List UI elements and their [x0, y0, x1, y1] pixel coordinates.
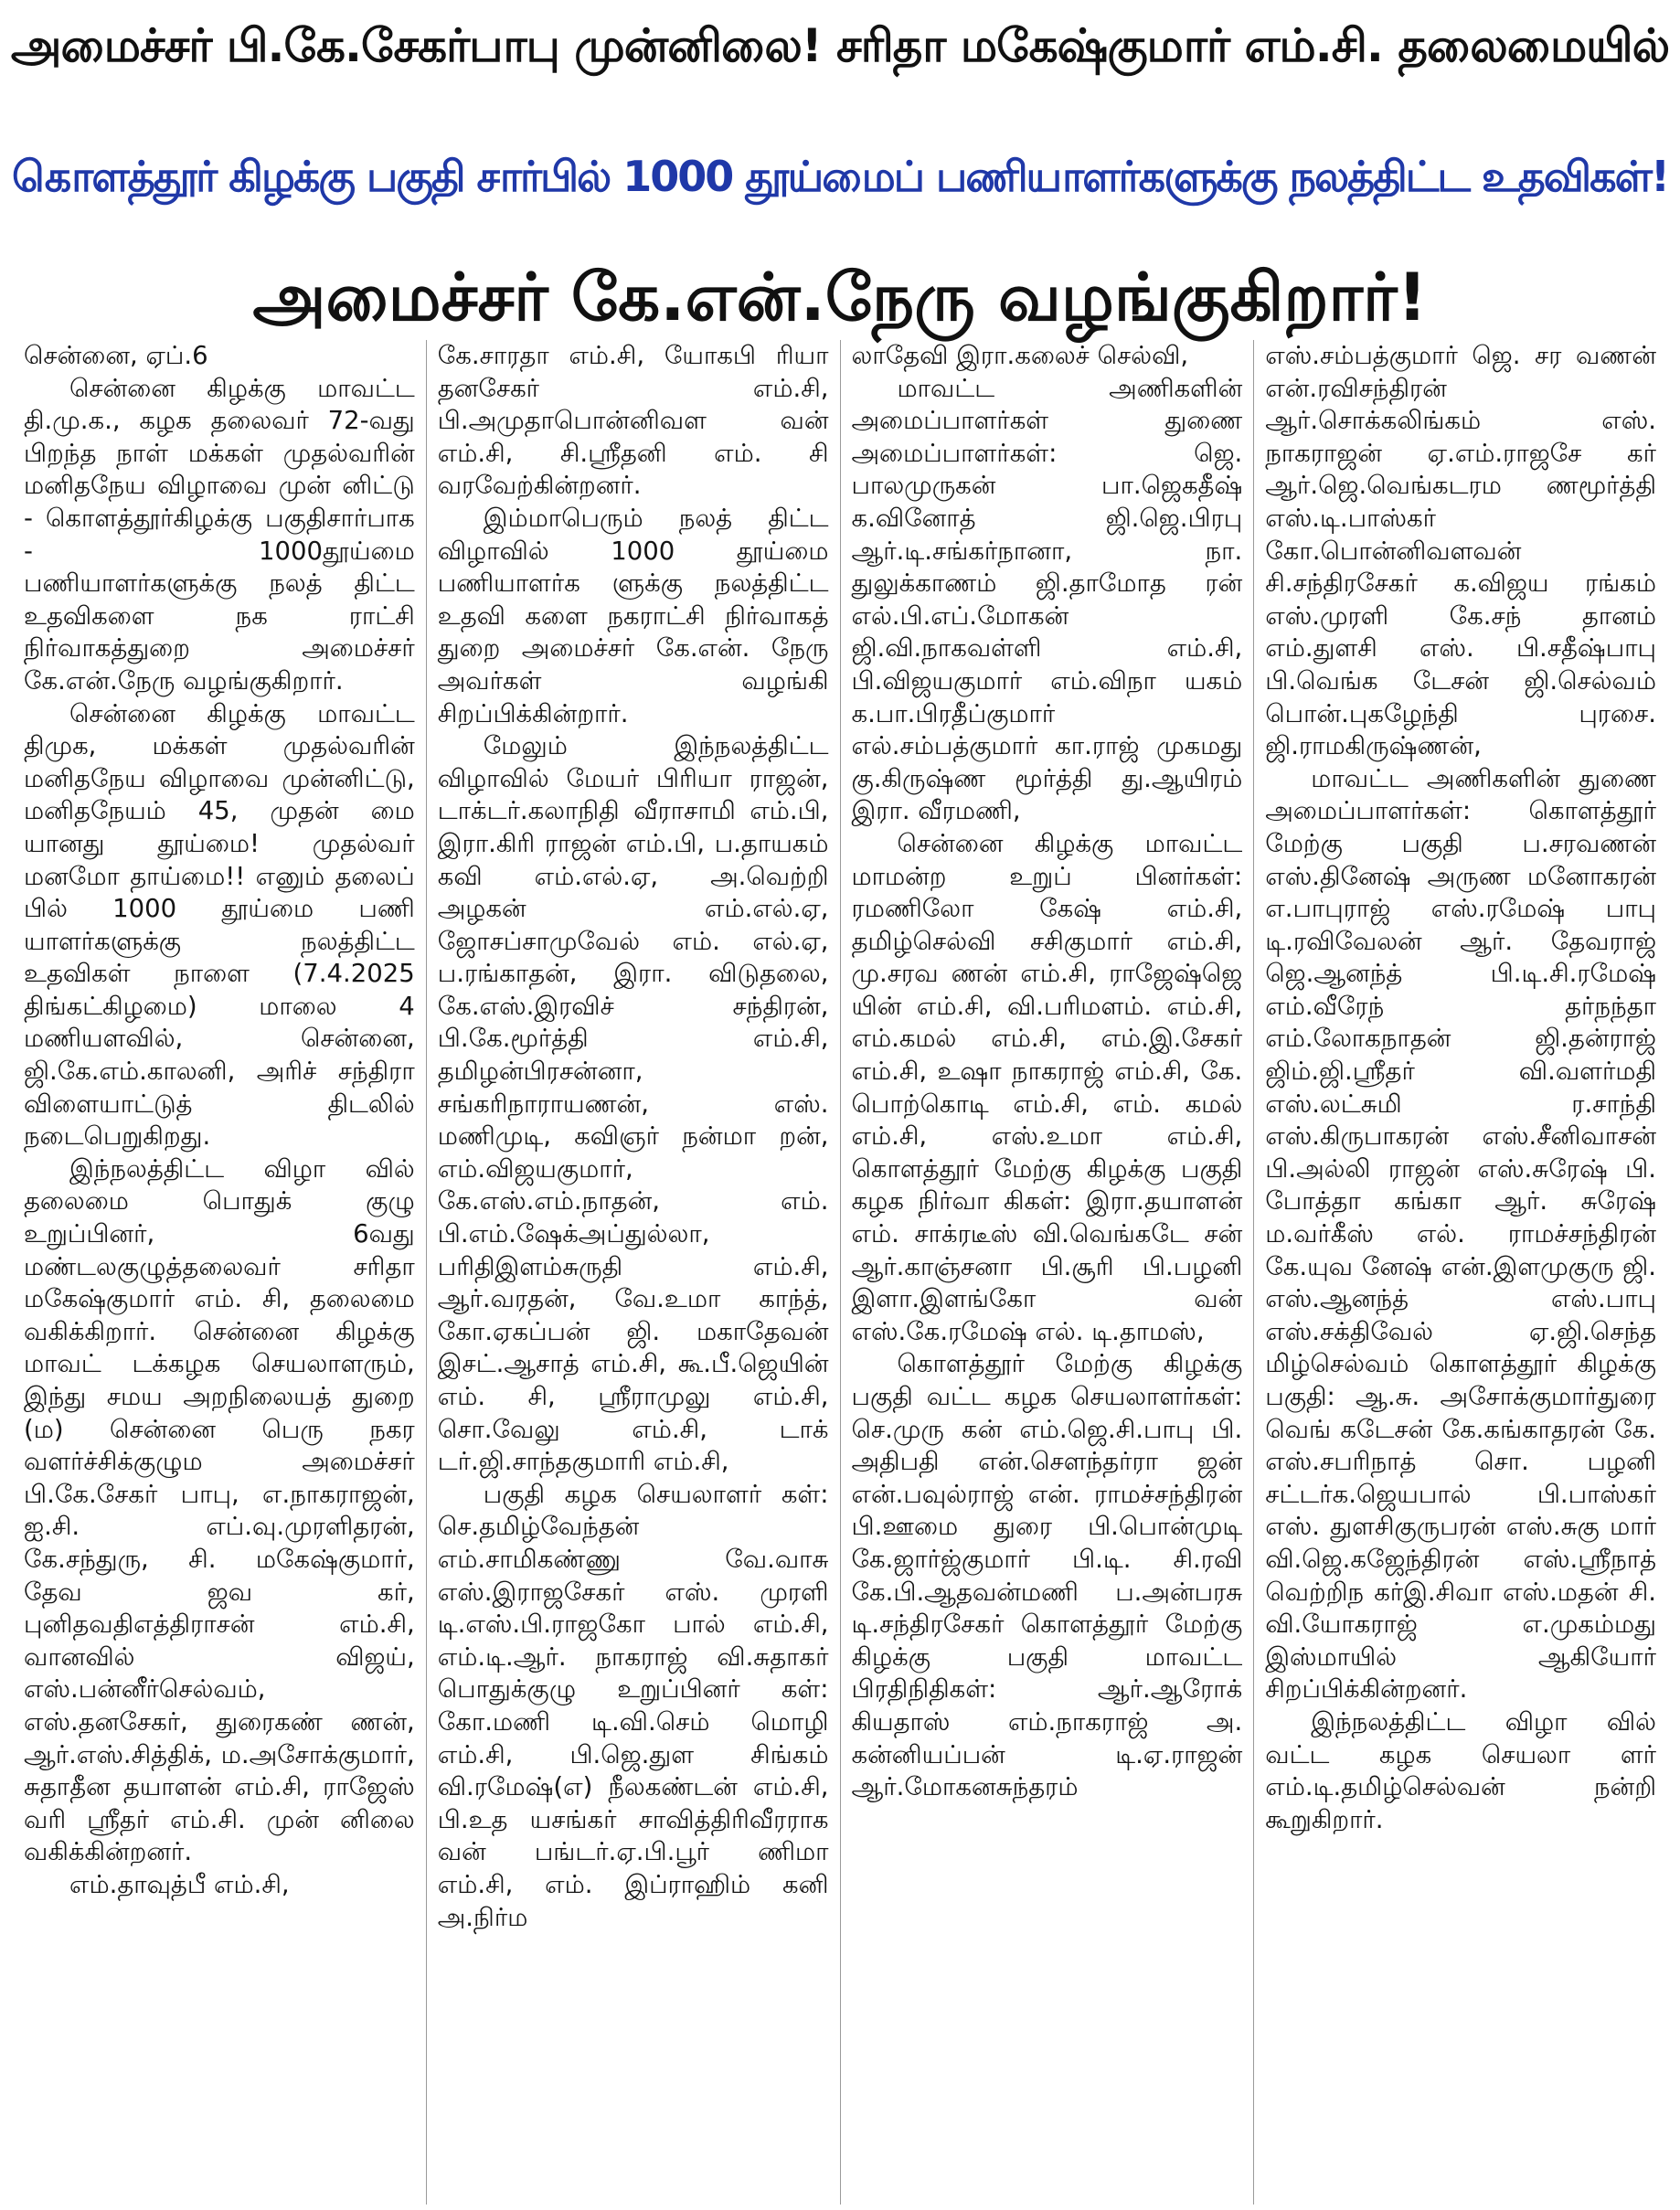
paragraph: மாவட்ட அணிகளின் அமைப்பாளர்கள் துணை அமைப்பாளர்கள்: ஜெ. பாலமுருகன் பா.ஜெகதீஷ் க.வினோத் ஜி.ஜெ.பிரபு ஆர்.டி.சங்கர்நானா, நா. துலுக்காணம் ஜி.தாமோத ரன் எல்.பி.எப்.மோகன் ஜி.வி.நாகவள்ளி எம்.சி, பி.விஜயகுமார் எம்.விநா யகம் க.பா.பிரதீப்குமார் எல்.சம்பத்குமார் கா.ராஜ் முகமது கு.கிருஷ்ண மூர்த்தி து.ஆயிரம் இரா. வீரமணி, [851, 373, 1243, 826]
paragraph: லாதேவி இரா.கலைச் செல்வி, [851, 341, 1189, 370]
article-column-4 [1253, 340, 1667, 2205]
paragraph: சென்னை கிழக்கு மாவட்ட தி.மு.க., கழக தலைவர் 72-வது பிறந்த நாள் மக்கள் முதல்வரின் மனிதநேய விழாவை முன் னிட்டு - கொளத்தூர்கிழக்கு பகுதிசார்பாக - 1000தூய்மை பணியாளர்களுக்கு நலத் திட்ட உதவிகளை நக ராட்சி நிர்வாகத்துறை அமைச்சர் கே.என்.நேரு வழங்குகிறார். [24, 373, 415, 696]
article-column-1 [13, 340, 426, 2205]
paragraph: எம்.தாவுத்பீ எம்.சி, [69, 1869, 290, 1899]
article-columns [13, 340, 1667, 2205]
article-column-2 [426, 340, 840, 2205]
paragraph: கே.சாரதா எம்.சி, யோகபி ரியா தனசேகர் எம்.சி, பி.அமுதாபொன்னிவள வன் எம்.சி, சி.ஸ்ரீதனி எம். சி வரவேற்கின்றனர். [437, 341, 829, 501]
main-headline: கொளத்தூர் கிழக்கு பகுதி சார்பில் 1000 தூய்மைப் பணியாளர்களுக்கு நலத்திட்ட உதவிகள்! [12, 152, 1668, 201]
paragraph: சென்னை கிழக்கு மாவட்ட திமுக, மக்கள் முதல்வரின் மனிதநேய விழாவை முன்னிட்டு, மனிதநேயம் 45, முதன் மை யானது தூய்மை! முதல்வர் மனமோ தாய்மை!! எனும் தலைப் பில் 1000 தூய்மை பணி யாளர்களுக்கு நலத்திட்ட உதவிகள் நாளை (7.4.2025 திங்கட்கிழமை) மாலை 4 மணியளவில், சென்னை, ஜி.கே.எம்.காலனி, அரிச் சந்திரா விளையாட்டுத் திடலில் நடைபெறுகிறது. [24, 698, 415, 1152]
dateline: சென்னை, ஏப்.6 [24, 341, 208, 370]
paragraph: மாவட்ட அணிகளின் துணை அமைப்பாளர்கள்: கொளத்தூர் மேற்கு பகுதி ப.சரவணன் எஸ்.தினேஷ் அருண மனோகரன் எ.பாபுராஜ் எஸ்.ரமேஷ் பாபு டி.ரவிவேலன் ஆர். தேவராஜ் ஜெ.ஆனந்த் பி.டி.சி.ரமேஷ் எம்.வீரேந் தர்நந்தா எம்.லோகநாதன் ஜி.தன்ராஜ் ஜிம்.ஜி.ஸ்ரீதர் வி.வளர்மதி எஸ்.லட்சுமி ர.சாந்தி எஸ்.கிருபாகரன் எஸ்.சீனிவாசன் பி.அல்லி ராஜன் எஸ்.சுரேஷ் பி. போத்தா கங்கா ஆர். சுரேஷ் ம.வர்கீஸ் எல். ராமச்சந்திரன் கே.யுவ னேஷ் என்.இளமுகுரு ஜி. எஸ்.ஆனந்த் எஸ்.பாபு எஸ்.சக்திவேல் ஏ.ஜி.செந்த மிழ்செல்வம் கொளத்தூர் கிழக்கு பகுதி: ஆ.சு. அசோக்குமார்துரை வெங் கடேசன் கே.கங்காதரன் கே. எஸ்.சபரிநாத் சொ. பழனி சட்டர்க.ஜெயபால் பி.பாஸ்கர் எஸ். துளசிகுருபரன் எஸ்.சுகு மார் வி.ஜெ.கஜேந்திரன் எஸ்.ஸ்ரீநாத் வெற்றிந கர்இ.சிவா எஸ்.மதன் சி. வி.யோகராஜ் எ.முகம்மது இஸ்மாயில் ஆகியோர் சிறப்பிக்கின்றனர். [1265, 763, 1656, 1705]
paragraph: கொளத்தூர் மேற்கு கிழக்கு பகுதி வட்ட கழக செயலாளர்கள்: செ.முரு கன் எம்.ஜெ.சி.பாபு பி. அதிபதி என்.சௌந்தர்ரா ஜன் என்.பவுல்ராஜ் என். ராமச்சந்திரன் பி.ஊமை துரை பி.பொன்முடி கே.ஜார்ஜ்குமார் பி.டி. சி.ரவி கே.பி.ஆதவன்மணி ப.அன்பரசு டி.சந்திரசேகர் கொளத்தூர் மேற்கு கிழக்கு பகுதி மாவட்ட பிரதிநிதிகள்: ஆர்.ஆரோக் கியதாஸ் எம்.நாகராஜ் அ. கன்னியப்பன் டி.ஏ.ராஜன் ஆர்.மோகனசுந்தரம் [851, 1349, 1243, 1802]
article-column-3 [840, 340, 1254, 2205]
paragraph: மேலும் இந்நலத்திட்ட விழாவில் மேயர் பிரியா ராஜன், டாக்டர்.கலாநிதி வீராசாமி எம்.பி, இரா.கிரி ராஜன் எம்.பி, ப.தாயகம் கவி எம்.எல்.ஏ, அ.வெற்றி அழகன் எம்.எல்.ஏ, ஜோசப்சாமுவேல் எம். எல்.ஏ, ப.ரங்காதன், இரா. விடுதலை, கே.எஸ்.இரவிச் சந்திரன், பி.கே.மூர்த்தி எம்.சி, தமிழன்பிரசன்னா, சங்கரிநாராயணன், எஸ். மணிமுடி, கவிஞர் நன்மா றன், எம்.விஜயகுமார், கே.எஸ்.எம்.நாதன், எம். பி.எம்.ஷேக்அப்துல்லா, பரிதிஇளம்சுருதி எம்.சி, ஆர்.வரதன், வே.உமா காந்த், கோ.ஏகப்பன் ஜி. மகாதேவன் இசட்.ஆசாத் எம்.சி, கூ.பீ.ஜெயின் எம். சி, ஸ்ரீராமுலு எம்.சி, சொ.வேலு எம்.சி, டாக் டர்.ஜி.சாந்தகுமாரி எம்.சி, [437, 731, 829, 1477]
paragraph: சென்னை கிழக்கு மாவட்ட மாமன்ற உறுப் பினர்கள்: ரமணிலோ கேஷ் எம்.சி, தமிழ்செல்வி சசிகுமார் எம்.சி, மு.சரவ ணன் எம்.சி, ராஜேஷ்ஜெ யின் எம்.சி, வி.பரிமளம். எம்.சி, எம்.கமல் எம்.சி, எம்.இ.சேகர் எம்.சி, உஷா நாகராஜ் எம்.சி, கே. பொற்கொடி எம்.சி, எம். கமல் எம்.சி, எஸ்.உமா எம்.சி, கொளத்தூர் மேற்கு கிழக்கு பகுதி கழக நிர்வா கிகள்: இரா.தயாளன் எம். சாக்ரடீஸ் வி.வெங்கடே சன் ஆர்.காஞ்சனா பி.சூரி பி.பழனி இளா.இளங்கோ வன் எஸ்.கே.ரமேஷ் எல். டி.தாமஸ், [851, 828, 1243, 1346]
paragraph: இம்மாபெரும் நலத் திட்ட விழாவில் 1000 தூய்மை பணியாளர்க ளுக்கு நலத்திட்ட உதவி களை நகராட்சி நிர்வாகத் துறை அமைச்சர் கே.என். நேரு அவர்கள் வழங்கி சிறப்பிக்கின்றார். [437, 503, 829, 728]
paragraph: இந்நலத்திட்ட விழா வில் தலைமை பொதுக் குழு உறுப்பினர், 6வது மண்டலகுழுத்தலைவர் சரிதா மகேஷ்குமார் எம். சி, தலைமை வகிக்கிறார். சென்னை கிழக்கு மாவட் டக்கழக செயலாளரும், இந்து சமய அறநிலையத் துறை (ம) சென்னை பெரு நகர வளர்ச்சிக்குழும அமைச்சர் பி.கே.சேகர் பாபு, எ.நாகராஜன், ஐ.சி. எப்.வு.முரளிதரன், கே.சந்துரு, சி. மகேஷ்குமார், தேவ ஜவ கர், புனிதவதிஎத்திராசன் எம்.சி, வானவில் விஜய், எஸ்.பன்னீர்செல்வம், எஸ்.தனசேகர், துரைகண் ணன், ஆர்.எஸ்.சித்திக், ம.அசோக்குமார், சுதாதீன தயாளன் எம்.சி, ராஜேஸ் வரி ஸ்ரீதர் எம்.சி. முன் னிலை வகிக்கின்றனர். [24, 1153, 415, 1867]
paragraph: இந்நலத்திட்ட விழா வில் வட்ட கழக செயலா ளர் எம்.டி.தமிழ்செல்வன் நன்றி கூறுகிறார். [1265, 1706, 1656, 1834]
paragraph: எஸ்.சம்பத்குமார் ஜெ. சர வணன் என்.ரவிசந்திரன் ஆர்.சொக்கலிங்கம் எஸ். நாகராஜன் ஏ.எம்.ராஜசே கர் ஆர்.ஜெ.வெங்கடரம ணமூர்த்தி எஸ்.டி.பாஸ்கர் கோ.பொன்னிவளவன் சி.சந்திரசேகர் க.விஜய ரங்கம் எஸ்.முரளி கே.சந் தானம் எம்.துளசி எஸ். பி.சதீஷ்பாபு பி.வெங்க டேசன் ஜி.செல்வம் பொன்.புகழேந்தி புரசை. ஜி.ராமகிருஷ்ணன், [1265, 341, 1656, 761]
kicker-headline: அமைச்சர் பி.கே.சேகர்பாபு முன்னிலை! சரிதா மகேஷ்குமார் எம்.சி. தலைமையில் [10, 19, 1670, 72]
sub-headline: அமைச்சர் கே.என்.நேரு வழங்குகிறார்! [252, 259, 1428, 335]
paragraph: பகுதி கழக செயலாளர் கள்: செ.தமிழ்வேந்தன் எம்.சாமிகண்ணு வே.வாசு எஸ்.இராஜசேகர் எஸ். முரளி டி.எஸ்.பி.ராஜகோ பால் எம்.சி, எம்.டி.ஆர். நாகராஜ் வி.சுதாகர் பொதுக்குழு உறுப்பினர் கள்: கோ.மணி டி.வி.செம் மொழி எம்.சி, பி.ஜெ.துள சிங்கம் வி.ரமேஷ்(எ) நீலகண்டன் எம்.சி, பி.உத யசங்கர் சாவித்திரிவீரராக வன் பங்டர்.ஏ.பி.பூர் ணிமா எம்.சி, எம். இப்ராஹிம் கனி அ.நிர்ம [437, 1479, 829, 1932]
